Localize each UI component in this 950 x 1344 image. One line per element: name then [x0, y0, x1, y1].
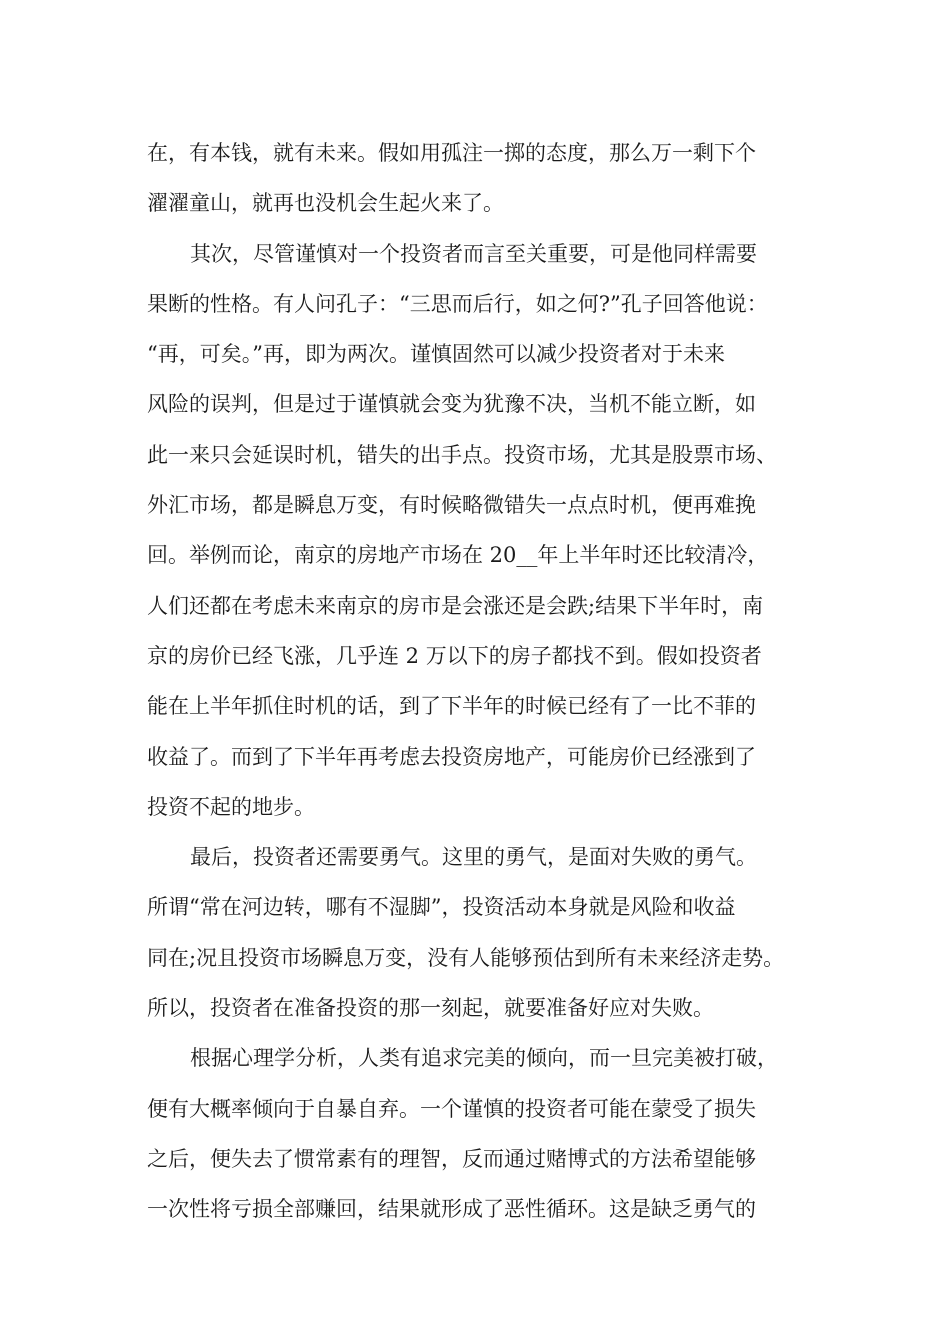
text-line: 在，有本钱，就有未来。假如用孤注一掷的态度，那么万一剩下个 [147, 141, 756, 165]
text-line: 能在上半年抓住时机的话，到了下半年的时候已经有了一比不菲的 [147, 694, 756, 719]
text-line: 所以，投资者在准备投资的那一刻起，就要准备好应对失败。 [147, 996, 714, 1021]
text-line: 根据心理学分析，人类有追求完美的倾向，而一旦完美被打破， [190, 1046, 778, 1071]
text-line: 此一来只会延误时机，错失的出手点。投资市场，尤其是股票市场、 [147, 442, 777, 467]
text-line: 最后，投资者还需要勇气。这里的勇气，是面对失败的勇气。 [190, 845, 757, 870]
text-line: 人们还都在考虑未来南京的房市是会涨还是会跌;结果下半年时，南 [147, 593, 764, 618]
paragraph [147, 229, 827, 833]
text-line: 便有大概率倾向于自暴自弃。一个谨慎的投资者可能在蒙受了损失 [147, 1096, 756, 1121]
text-line: 所谓“常在河边转，哪有不湿脚”，投资活动本身就是风险和收益 [147, 895, 736, 920]
text-line: 一次性将亏损全部赚回，结果就形成了恶性循环。这是缺乏勇气的 [147, 1197, 756, 1222]
text-line: 京的房价已经飞涨，几乎连 2 万以下的房子都找不到。假如投资者 [147, 643, 762, 668]
text-line: 外汇市场，都是瞬息万变，有时候略微错失一点点时机，便再难挽 [147, 493, 756, 518]
document-body [147, 128, 827, 1235]
text-line: 濯濯童山，就再也没机会生起火来了。 [147, 191, 504, 216]
text-line: 之后，便失去了惯常素有的理智，反而通过赌博式的方法希望能够 [147, 1146, 756, 1171]
paragraph [147, 832, 827, 1033]
text-line: 投资不起的地步。 [147, 794, 315, 819]
paragraph [147, 128, 827, 229]
text-line: 回。举例而论，南京的房地产市场在 20__年上半年时还比较清冷， [147, 543, 769, 568]
text-line: 果断的性格。有人问孔子：“三思而后行，如之何?”孔子回答他说： [147, 291, 768, 316]
text-line: 风险的误判，但是过于谨慎就会变为犹豫不决，当机不能立断，如 [147, 392, 756, 417]
text-line: “再，可矣。”再，即为两次。谨慎固然可以减少投资者对于未来 [147, 342, 725, 367]
text-line: 同在;况且投资市场瞬息万变，没有人能够预估到所有未来经济走势。 [147, 945, 785, 970]
text-line: 收益了。而到了下半年再考虑去投资房地产，可能房价已经涨到了 [147, 744, 756, 769]
paragraph [147, 1033, 827, 1234]
text-line: 其次，尽管谨慎对一个投资者而言至关重要，可是他同样需要 [190, 241, 757, 266]
